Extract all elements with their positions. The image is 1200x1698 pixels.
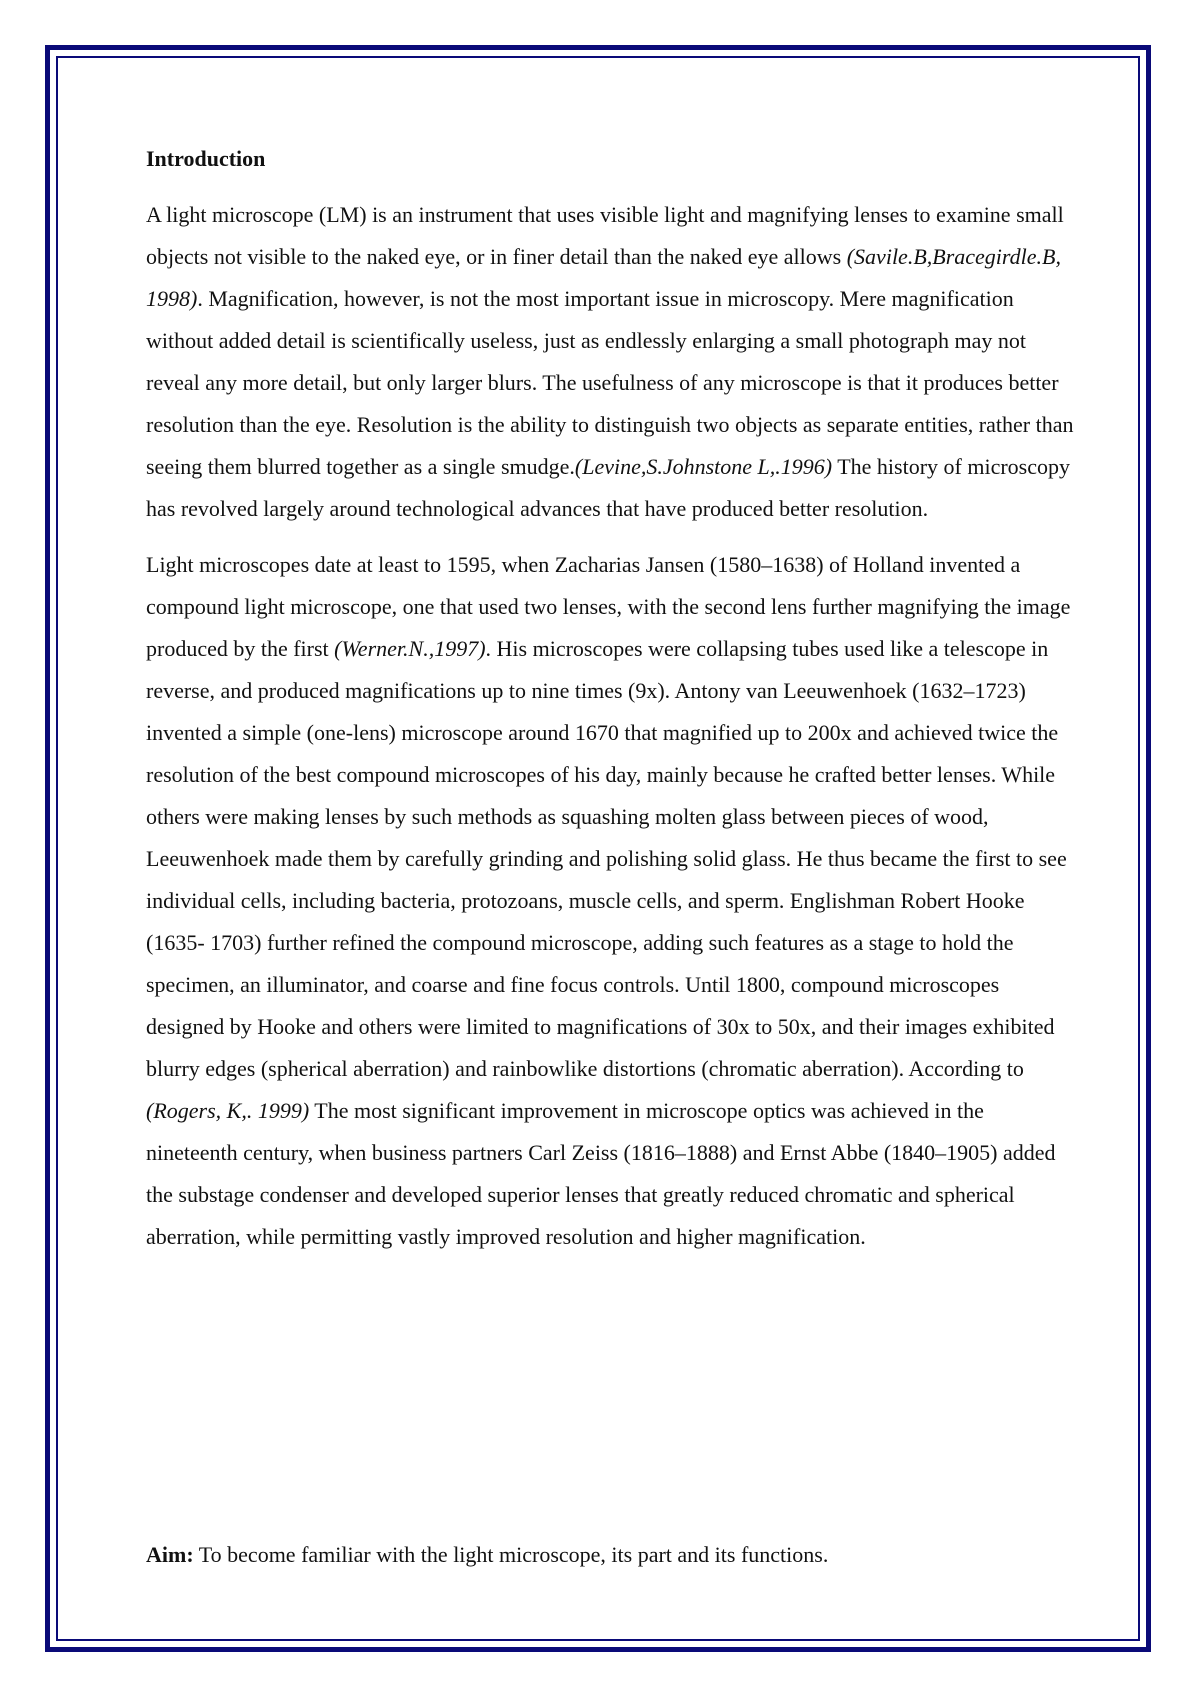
aim-label: Aim:: [146, 1542, 194, 1567]
paragraph-text: The history of microscopy has revolved largely around technological advances that have produced better resolution.: [146, 454, 1071, 521]
aim-statement: [146, 1534, 1076, 1576]
citation: (Savile.B,Bracegirdle.B, 1998): [146, 244, 1061, 311]
paragraph-text: . Magnification, however, is not the most important issue in microscopy. Mere magnification without added detail is scientifically useless, just as endlessly enlarging a small photograph may not reveal any more detail, but only larger blurs. The usefulness of any microscope is that it produces better resolution than the eye. Resolution is the ability to distinguish two objects as separate entities, rather than seeing them blurred together as a single smudge.: [146, 286, 1074, 479]
aim-text: To become familiar with the light microscope, its part and its functions.: [193, 1542, 829, 1567]
paragraph-intro: [146, 194, 1076, 530]
citation: (Werner.N.,1997): [334, 636, 486, 661]
paragraph-text: Light microscopes date at least to 1595, when Zacharias Jansen (1580–1638) of Holland invented a compound light microscope, one that used two lenses, with the second lens further magnifying the image produced by the first: [146, 552, 1071, 661]
paragraph-text: A light microscope (LM) is an instrument that uses visible light and magnifying lenses to examine small objects not visible to the naked eye, or in finer detail than the naked eye allows: [146, 202, 1064, 269]
citation: (Rogers, K,. 1999): [146, 1098, 310, 1123]
section-heading: Introduction: [146, 146, 266, 171]
paragraph-history: [146, 544, 1076, 1258]
citation: (Levine,S.Johnstone L,.1996): [574, 454, 833, 479]
paragraph-text: The most significant improvement in microscope optics was achieved in the nineteenth century, when business partners Carl Zeiss (1816–1888) and Ernst Abbe (1840–1905) added the substage condenser and developed superior lenses that greatly reduced chromatic and spherical aberration, while permitting vastly improved resolution and higher magnification.: [146, 1098, 1056, 1249]
paragraph-text: . His microscopes were collapsing tubes used like a telescope in reverse, and produced magnifications up to nine times (9x). Antony van Leeuwenhoek (1632–1723) invented a simple (one-lens) microscope around 1670 that magnified up to 200x and achieved twice the resolution of the best compound microscopes of his day, mainly because he crafted better lenses. While others were making lenses by such methods as squashing molten glass between pieces of wood, Leeuwenhoek made them by carefully grinding and polishing solid glass. He thus became the first to see individual cells, including bacteria, protozoans, muscle cells, and sperm. Englishman Robert Hooke (1635- 1703) further refined the compound microscope, adding such features as a stage to hold the specimen, an illuminator, and coarse and fine focus controls. Until 1800, compound microscopes designed by Hooke and others were limited to magnifications of 30x to 50x, and their images exhibited blurry edges (spherical aberration) and rainbowlike distortions (chromatic aberration). According to: [146, 636, 1067, 1081]
document-body: [146, 142, 1076, 1272]
